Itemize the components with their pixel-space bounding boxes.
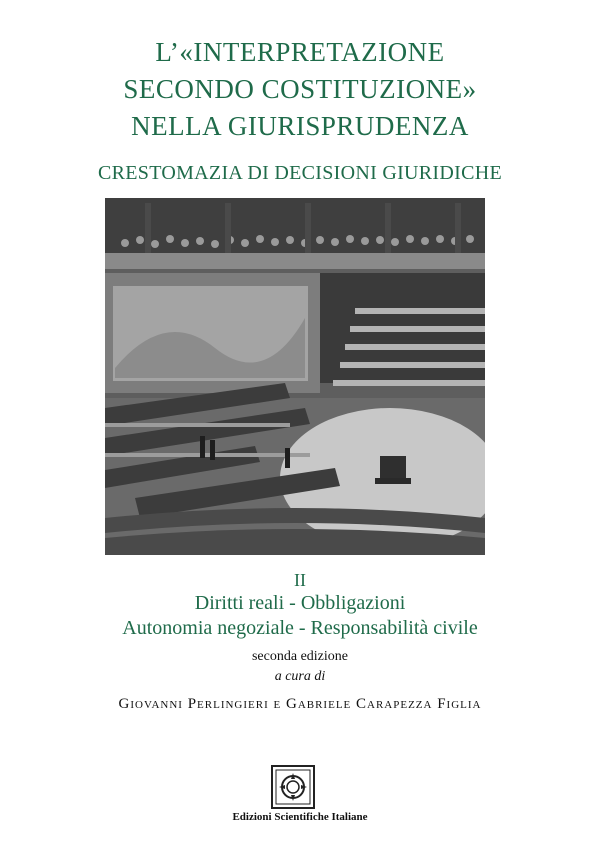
volume-topics-line-2: Autonomia negoziale - Responsabilità civile: [122, 617, 478, 639]
volume-info-block: [0, 569, 600, 715]
authors-line: Giovanni Perlingieri e Gabriele Carapezza Figlia: [118, 696, 482, 712]
book-subtitle: CRESTOMAZIA DI DECISIONI GIURIDICHE: [97, 162, 502, 184]
publisher-seal-icon: [271, 765, 315, 809]
volume-number: II: [294, 570, 306, 590]
edition-label: seconda edizione: [251, 649, 348, 664]
title-line-3: NELLA GIURISPRUDENZA: [131, 111, 469, 141]
title-line-2: SECONDO COSTITUZIONE»: [123, 74, 477, 104]
book-title-block: [0, 34, 600, 187]
curated-by-label: a cura di: [274, 669, 326, 684]
title-line-1: L’«INTERPRETAZIONE: [155, 37, 445, 67]
parliament-chamber-illustration: [105, 198, 485, 555]
publisher-name: Edizioni Scientifiche Italiane: [232, 811, 368, 823]
parliament-chamber-photo: [105, 198, 485, 555]
volume-topics-line-1: Diritti reali - Obbligazioni: [194, 592, 406, 614]
